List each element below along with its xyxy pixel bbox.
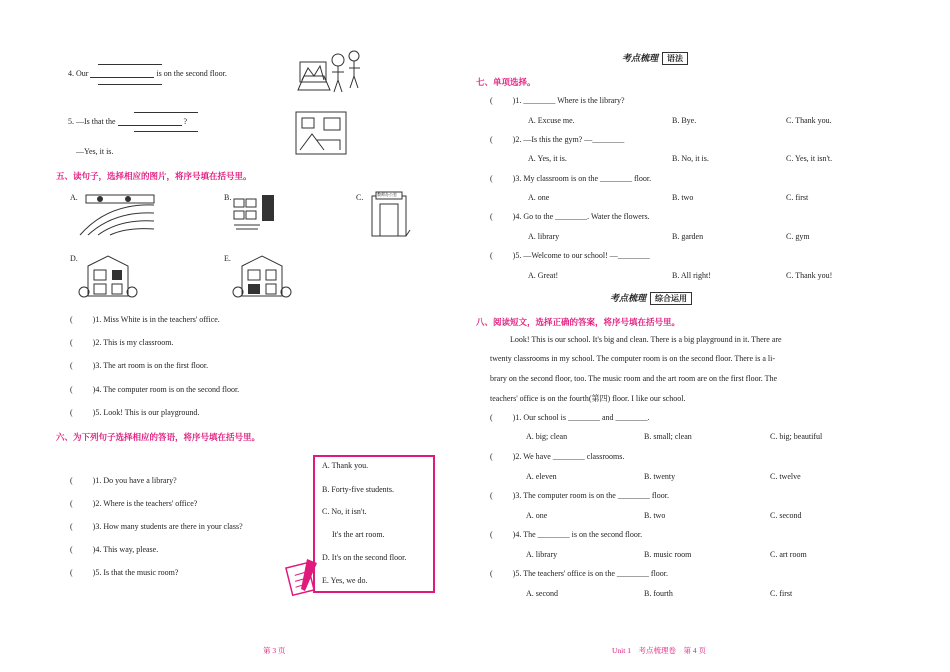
option-a[interactable]: A. Yes, it is. (528, 154, 567, 163)
option-c[interactable]: C. Thank you! (786, 271, 833, 280)
option-b[interactable]: B. twenty (644, 472, 676, 481)
section-banner-grammar (622, 51, 688, 65)
building-picture (78, 252, 138, 302)
answer-option: It's the art room. (332, 530, 385, 539)
section-7-title: 七、单项选择。 (476, 78, 536, 88)
sec6-item: ( )4. This way, please. (70, 545, 159, 554)
question-text: 5. —Is that the (68, 117, 116, 126)
option-a[interactable]: A. Great! (528, 271, 559, 280)
classroom-picture (232, 193, 276, 233)
passage-line: Look! This is our school. It's big and clean. There is a big playground in it. There are (510, 335, 782, 344)
page-footer-left: 第 3 页 (263, 646, 286, 655)
option-b[interactable]: B. garden (672, 232, 704, 241)
picture-label: D. (70, 254, 78, 263)
option-a[interactable]: A. Excuse me. (528, 116, 575, 125)
picture-label: A. (70, 193, 78, 202)
passage-line: brary on the second floor, too. The music room and the art room are on the first floor. The (490, 374, 778, 383)
answer-option: A. Thank you. (322, 461, 369, 470)
answer-option: B. Forty-five students. (322, 485, 394, 494)
option-c[interactable]: C. gym (786, 232, 810, 241)
answer-line (98, 84, 162, 85)
sec6-item: ( )3. How many students are there in your class? (70, 522, 243, 531)
option-b[interactable]: B. two (672, 193, 694, 202)
sec6-item: ( )2. Where is the teachers' office? (70, 499, 198, 508)
answer-blank[interactable] (118, 117, 182, 126)
option-c[interactable]: C. second (770, 511, 802, 520)
option-b[interactable]: B. Bye. (672, 116, 697, 125)
banner-tag: 语法 (662, 52, 688, 65)
option-c[interactable]: C. Yes, it isn't. (786, 154, 833, 163)
option-c[interactable]: C. first (786, 193, 809, 202)
option-b[interactable]: B. fourth (644, 589, 673, 598)
answer-options-box (313, 455, 435, 593)
sec5-item: ( )1. Miss White is in the teachers' office. (70, 315, 220, 324)
option-a[interactable]: A. library (528, 232, 560, 241)
sec6-item: ( )5. Is that the music room? (70, 568, 179, 577)
sec5-item: ( )3. The art room is on the first floor. (70, 361, 209, 370)
picture-label: E. (224, 254, 231, 263)
passage-line: twenty classrooms in my school. The computer room is on the second floor. There is a li- (490, 354, 775, 363)
option-c[interactable]: C. big; beautiful (770, 432, 823, 441)
option-a[interactable]: A. one (526, 511, 548, 520)
page-footer-right: Unit 1 考点梳理卷 第 4 页 (612, 646, 706, 655)
option-a[interactable]: A. second (526, 589, 558, 598)
answer-line (98, 64, 162, 65)
option-a[interactable]: A. one (528, 193, 550, 202)
answer-line (134, 131, 198, 132)
sec6-item: ( )1. Do you have a library? (70, 476, 177, 485)
option-a[interactable]: A. eleven (526, 472, 557, 481)
building-picture (232, 252, 292, 302)
picture-label: B. (224, 193, 232, 202)
picture-label: C. (356, 193, 364, 202)
answer-blank[interactable] (90, 69, 154, 78)
question-text: ? (183, 117, 188, 126)
option-b[interactable]: B. two (644, 511, 666, 520)
question-text: is on the second floor. (156, 69, 227, 78)
question-5 (68, 117, 187, 126)
question-text: 4. Our (68, 69, 89, 78)
answer-option: E. Yes, we do. (322, 576, 368, 585)
option-b[interactable]: B. All right! (672, 271, 711, 280)
option-c[interactable]: C. art room (770, 550, 807, 559)
option-c[interactable]: C. twelve (770, 472, 801, 481)
sec5-item: ( )5. Look! This is our playground. (70, 408, 200, 417)
office-sign-text: 教师办公室 (377, 192, 397, 197)
room-picture (294, 110, 352, 158)
answer-option: C. No, it isn't. (322, 507, 367, 516)
students-drawing-picture (294, 46, 366, 96)
option-c[interactable]: C. Thank you. (786, 116, 832, 125)
option-a[interactable]: A. library (526, 550, 558, 559)
banner-title: 考点梳理 (610, 294, 647, 304)
option-b[interactable]: B. music room (644, 550, 692, 559)
section-banner-application (610, 291, 692, 305)
section-5-title: 五、读句子，选择相应的图片，将序号填在括号里。 (56, 172, 252, 182)
option-b[interactable]: B. No, it is. (672, 154, 709, 163)
option-b[interactable]: B. small; clean (644, 432, 692, 441)
sec5-item: ( )2. This is my classroom. (70, 338, 174, 347)
passage-line: teachers' office is on the fourth(第四) floor. I like our school. (490, 394, 686, 403)
question-4 (68, 69, 227, 78)
section-6-title: 六、为下列句子选择相应的答语，将序号填在括号里。 (56, 433, 261, 443)
sec5-item: ( )4. The computer room is on the second floor. (70, 385, 240, 394)
banner-tag: 综合运用 (650, 292, 692, 305)
playground-picture (78, 193, 156, 237)
option-a[interactable]: A. big; clean (526, 432, 568, 441)
answer-text: —Yes, it is. (76, 147, 114, 156)
answer-line (134, 112, 198, 113)
answer-option: D. It's on the second floor. (322, 553, 407, 562)
section-8-title: 八、阅读短文，选择正确的答案，将序号填在括号里。 (476, 318, 681, 328)
pencil-note-icon (285, 555, 321, 601)
option-c[interactable]: C. first (770, 589, 793, 598)
banner-title: 考点梳理 (622, 54, 659, 64)
